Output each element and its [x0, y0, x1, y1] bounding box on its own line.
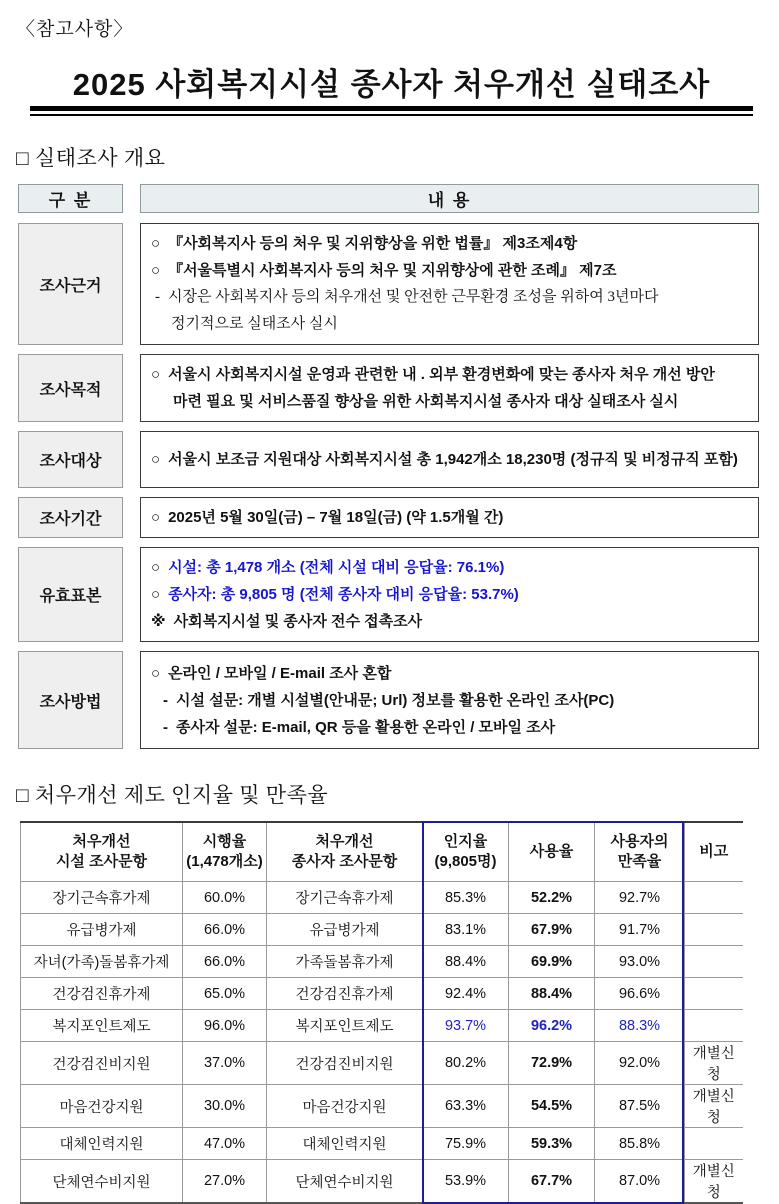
note-cell: [685, 882, 743, 914]
satisfaction-col-header: [267, 822, 423, 882]
header-line: (1,478개소): [186, 853, 263, 870]
overview-line-text: 서울시 사회복지시설 운영과 관련한 내 . 외부 환경변화에 맞는 종사자 처우 개선 방안: [168, 366, 715, 383]
circle-bullet-icon: ○: [151, 559, 161, 576]
header-line: 종사자 조사문항: [291, 853, 398, 870]
overview-row-label: 조사방법: [18, 651, 123, 749]
awareness-rate-cell: 85.3%: [423, 882, 509, 914]
overview-row: [18, 354, 759, 422]
overview-content-line: [151, 311, 748, 338]
satisfaction-col-header: [595, 822, 685, 882]
overview-row-content: [140, 354, 759, 422]
satisfaction-col-header: [183, 822, 267, 882]
satisfaction-col-header: [685, 822, 743, 882]
awareness-rate-cell: 80.2%: [423, 1042, 509, 1085]
overview-line-text: 시설: 총 1,478 개소 (전체 시설 대비 응답율: 76.1%): [168, 559, 505, 576]
header-line: (9,805명): [434, 853, 497, 870]
note-cell: 개별신청: [685, 1085, 743, 1128]
overview-section-heading: □ 실태조사 개요: [16, 146, 166, 170]
circle-bullet-icon: ○: [151, 235, 161, 252]
circle-bullet-icon: ○: [151, 586, 161, 603]
usage-rate-cell: 67.9%: [509, 914, 595, 946]
header-line: 처우개선: [315, 832, 374, 850]
usage-rate-cell: 88.4%: [509, 978, 595, 1010]
header-line: 사용자의: [610, 832, 669, 850]
circle-bullet-icon: ○: [151, 509, 161, 526]
overview-line-text: 2025년 5월 30일(금) – 7월 18일(금) (약 1.5개월 간): [168, 509, 504, 526]
header-line: 사용율: [529, 842, 574, 860]
overview-content-line: [151, 230, 748, 257]
overview-content-line: [151, 504, 748, 531]
facility-item-cell: 유급병가제: [21, 914, 183, 946]
overview-row-content: [140, 431, 759, 488]
facility-item-cell: 장기근속휴가제: [21, 882, 183, 914]
note-cell: 개별신청: [685, 1042, 743, 1085]
satisfaction-rate-cell: 87.5%: [595, 1085, 685, 1128]
overview-row-label: 조사목적: [18, 354, 123, 422]
header-line: 인지율: [443, 832, 488, 850]
facility-item-cell: 자녀(가족)돌봄휴가제: [21, 946, 183, 978]
overview-table: [18, 184, 759, 749]
overview-line-text: 종사자: 총 9,805 명 (전체 종사자 대비 응답율: 53.7%): [168, 586, 519, 603]
worker-item-cell: 대체인력지원: [267, 1128, 423, 1160]
overview-row: [18, 547, 759, 642]
dash-bullet-icon: -: [163, 718, 168, 736]
table-row: [21, 914, 743, 946]
table-row: [21, 1042, 743, 1085]
overview-content-line: [151, 284, 748, 311]
satisfaction-rate-cell: 85.8%: [595, 1128, 685, 1160]
implementation-rate-cell: 37.0%: [183, 1042, 267, 1085]
implementation-rate-cell: 30.0%: [183, 1085, 267, 1128]
overview-row-content: [140, 547, 759, 642]
overview-line-text: 시장은 사회복지사 등의 처우개선 및 안전한 근무환경 조성을 위하여 3년마다: [168, 289, 659, 305]
overview-row-content: [140, 223, 759, 345]
circle-bullet-icon: ○: [151, 262, 161, 279]
awareness-rate-cell: 75.9%: [423, 1128, 509, 1160]
table-row: [21, 1128, 743, 1160]
worker-item-cell: 단체연수비지원: [267, 1160, 423, 1204]
table-row: [21, 1160, 743, 1204]
awareness-rate-cell: 92.4%: [423, 978, 509, 1010]
satisfaction-rate-cell: 93.0%: [595, 946, 685, 978]
facility-item-cell: 복지포인트제도: [21, 1010, 183, 1042]
facility-item-cell: 단체연수비지원: [21, 1160, 183, 1204]
overview-content-line: [151, 388, 748, 415]
overview-row-content: [140, 651, 759, 749]
usage-rate-cell: 59.3%: [509, 1128, 595, 1160]
facility-item-cell: 건강검진휴가제: [21, 978, 183, 1010]
overview-row: [18, 223, 759, 345]
usage-rate-cell: 52.2%: [509, 882, 595, 914]
table-row: [21, 978, 743, 1010]
implementation-rate-cell: 96.0%: [183, 1010, 267, 1042]
implementation-rate-cell: 66.0%: [183, 946, 267, 978]
overview-content-line: [151, 446, 748, 473]
overview-line-text: 종사자 설문: E-mail, QR 등을 활용한 온라인 / 모바일 조사: [176, 718, 556, 736]
satisfaction-col-header: [21, 822, 183, 882]
note-cell: [685, 1128, 743, 1160]
table-row: [21, 882, 743, 914]
overview-row: [18, 497, 759, 538]
satisfaction-rate-cell: 87.0%: [595, 1160, 685, 1204]
worker-item-cell: 건강검진휴가제: [267, 978, 423, 1010]
implementation-rate-cell: 65.0%: [183, 978, 267, 1010]
overview-row-label: 조사근거: [18, 223, 123, 345]
reference-note-label: 〈참고사항〉: [16, 19, 134, 40]
usage-rate-cell: 69.9%: [509, 946, 595, 978]
implementation-rate-cell: 60.0%: [183, 882, 267, 914]
satisfaction-rate-cell: 88.3%: [595, 1010, 685, 1042]
usage-rate-cell: 72.9%: [509, 1042, 595, 1085]
note-cell: [685, 946, 743, 978]
overview-line-text: 온라인 / 모바일 / E-mail 조사 혼합: [168, 664, 392, 682]
overview-line-text: 서울시 보조금 지원대상 사회복지시설 총 1,942개소 18,230명 (정규직 및 비정규직 포함): [168, 451, 738, 468]
overview-line-text: 『서울특별시 사회복지사 등의 처우 및 지위향상에 관한 조례』 제7조: [168, 262, 617, 279]
facility-item-cell: 마음건강지원: [21, 1085, 183, 1128]
overview-row-label: 유효표본: [18, 547, 123, 642]
overview-line-text: 『사회복지사 등의 처우 및 지위향상을 위한 법률』 제3조제4항: [168, 235, 578, 252]
dash-bullet-icon: -: [155, 289, 160, 305]
usage-rate-cell: 54.5%: [509, 1085, 595, 1128]
worker-item-cell: 건강검진비지원: [267, 1042, 423, 1085]
worker-item-cell: 복지포인트제도: [267, 1010, 423, 1042]
table-row: [21, 946, 743, 978]
overview-content-line: [151, 714, 748, 741]
worker-item-cell: 마음건강지원: [267, 1085, 423, 1128]
header-line: 비고: [699, 842, 729, 860]
satisfaction-table: [20, 821, 743, 1204]
overview-header-row: [18, 184, 759, 213]
reference-mark-icon: ※: [151, 613, 166, 630]
overview-line-text: 정기적으로 실태조사 실시: [171, 316, 338, 332]
overview-row-content: [140, 497, 759, 538]
awareness-rate-cell: 88.4%: [423, 946, 509, 978]
header-line: 만족율: [617, 853, 662, 870]
document-title-underline: [30, 59, 753, 116]
worker-item-cell: 가족돌봄휴가제: [267, 946, 423, 978]
note-cell: 개별신청: [685, 1160, 743, 1204]
header-line: 시행율: [202, 832, 247, 850]
satisfaction-col-header: [509, 822, 595, 882]
overview-line-text: 시설 설문: 개별 시설별(안내문; Url) 정보를 활용한 온라인 조사(PC): [176, 691, 615, 709]
implementation-rate-cell: 47.0%: [183, 1128, 267, 1160]
usage-rate-cell: 67.7%: [509, 1160, 595, 1204]
satisfaction-rate-cell: 91.7%: [595, 914, 685, 946]
usage-rate-cell: 96.2%: [509, 1010, 595, 1042]
overview-content-line: [151, 687, 748, 714]
header-line: 시설 조사문항: [55, 853, 148, 870]
awareness-rate-cell: 63.3%: [423, 1085, 509, 1128]
worker-item-cell: 유급병가제: [267, 914, 423, 946]
table-row: [21, 1010, 743, 1042]
overview-content-line: [151, 554, 748, 581]
satisfaction-rate-cell: 92.7%: [595, 882, 685, 914]
overview-header-category: 구 분: [18, 184, 123, 213]
circle-bullet-icon: ○: [151, 366, 161, 383]
facility-item-cell: 건강검진비지원: [21, 1042, 183, 1085]
satisfaction-col-header: [423, 822, 509, 882]
satisfaction-section-heading: □ 처우개선 제도 인지율 및 만족율: [16, 783, 329, 807]
overview-row-label: 조사대상: [18, 431, 123, 488]
note-cell: [685, 914, 743, 946]
implementation-rate-cell: 66.0%: [183, 914, 267, 946]
overview-line-text: 마련 필요 및 서비스품질 향상을 위한 사회복지시설 종사자 대상 실태조사 실시: [173, 393, 679, 410]
awareness-rate-cell: 53.9%: [423, 1160, 509, 1204]
document-title: 2025 사회복지시설 종사자 처우개선 실태조사: [72, 67, 711, 102]
overview-row: [18, 651, 759, 749]
implementation-rate-cell: 27.0%: [183, 1160, 267, 1204]
overview-header-content: 내 용: [140, 184, 759, 213]
circle-bullet-icon: ○: [151, 664, 161, 682]
note-cell: [685, 978, 743, 1010]
overview-content-line: [151, 361, 748, 388]
satisfaction-rate-cell: 96.6%: [595, 978, 685, 1010]
circle-bullet-icon: ○: [151, 451, 161, 468]
dash-bullet-icon: -: [163, 691, 168, 709]
overview-content-line: [151, 581, 748, 608]
table-row: [21, 1085, 743, 1128]
facility-item-cell: 대체인력지원: [21, 1128, 183, 1160]
awareness-rate-cell: 93.7%: [423, 1010, 509, 1042]
satisfaction-rate-cell: 92.0%: [595, 1042, 685, 1085]
note-cell: [685, 1010, 743, 1042]
awareness-rate-cell: 83.1%: [423, 914, 509, 946]
satisfaction-table-wrap: [20, 821, 742, 1204]
header-line: 처우개선: [72, 832, 131, 850]
overview-content-line: [151, 608, 748, 635]
overview-content-line: [151, 257, 748, 284]
overview-line-text: 사회복지시설 및 종사자 전수 접촉조사: [173, 613, 423, 630]
overview-row: [18, 431, 759, 488]
overview-content-line: [151, 660, 748, 687]
overview-row-label: 조사기간: [18, 497, 123, 538]
worker-item-cell: 장기근속휴가제: [267, 882, 423, 914]
